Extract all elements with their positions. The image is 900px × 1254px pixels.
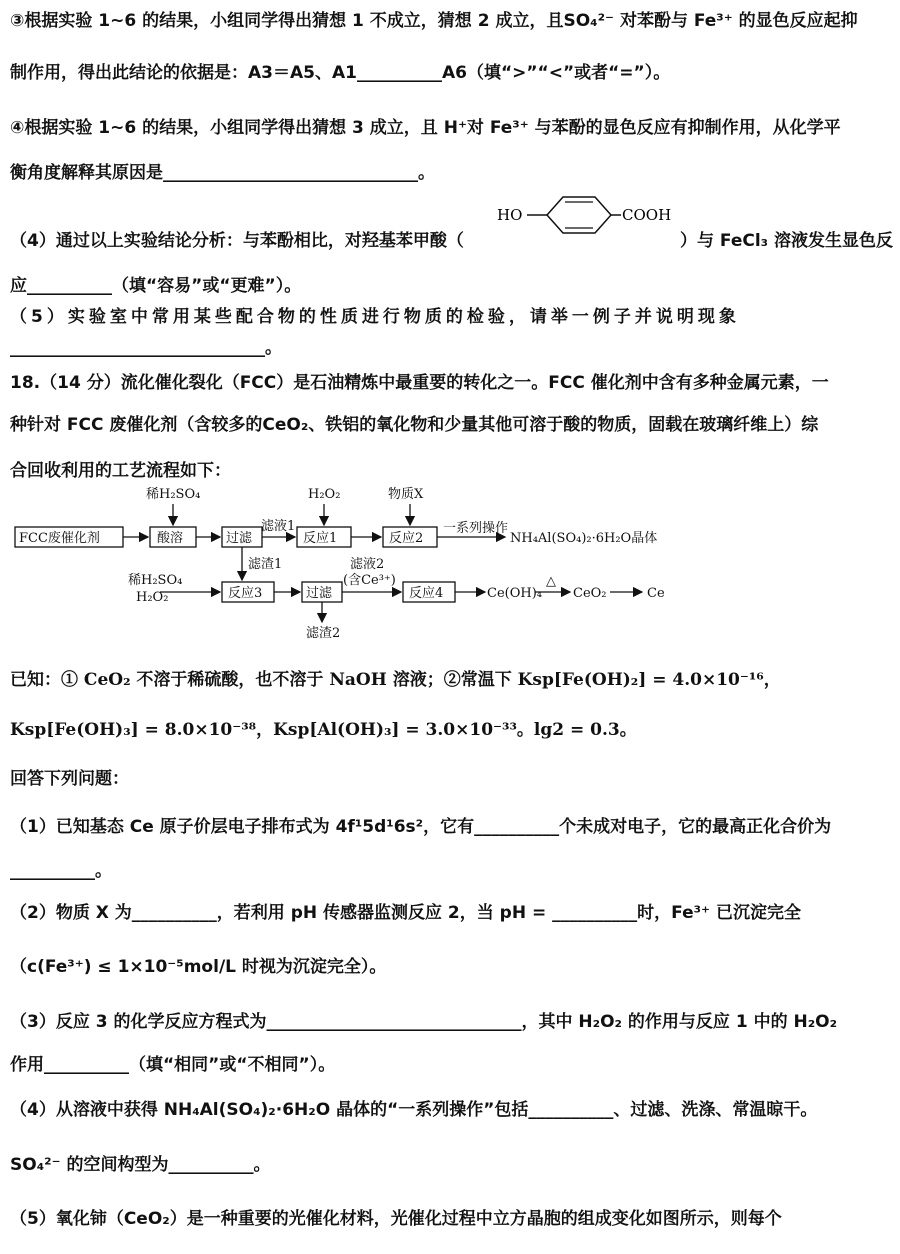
flow-label-filtrate2: 滤液2 [350,557,385,572]
structure-ho-label: HO [497,206,523,224]
text-line-15: （1）已知基态 Ce 原子价层电子排布式为 4f¹5d¹6s²，它有__________个未成对电子，它的最高正化合价为 [10,817,832,837]
text-line-18: （c(Fe³⁺) ≤ 1×10⁻⁵mol/L 时视为沉淀完全）。 [10,957,387,977]
text-line-20: 作用__________（填“相同”或“不相同”）。 [10,1055,336,1075]
text-line-16: __________。 [10,861,112,881]
flow-input-x: 物质X [388,487,424,502]
text-line-8: ______________________________。 [10,338,282,358]
flow-label-ce3: (含Ce³⁺) [343,573,396,588]
text-line-22: SO₄²⁻ 的空间构型为__________。 [10,1155,271,1175]
flow-label-residue2: 滤渣2 [306,626,341,641]
flow-filter2-box: 过滤 [306,586,333,601]
text-line-17: （2）物质 X 为__________，若利用 pH 传感器监测反应 2，当 pH = __________时，Fe³⁺ 已沉淀完全 [10,903,801,923]
flow-ceoh4: Ce(OH)₄ [487,586,542,601]
text-line-10: 种针对 FCC 废催化剂（含较多的CeO₂、铁铝的氧化物和少量其他可溶于酸的物质，固载在玻璃纤维上）综 [10,415,819,435]
text-line-5a: （4）通过以上实验结论分析：与苯酚相比，对羟基苯甲酸（ [10,231,464,251]
text-line-14: 回答下列问题： [10,769,129,789]
flow-start-box: FCC废催化剂 [19,531,100,546]
flow-ceo2: CeO₂ [573,586,607,601]
text-line-2: 制作用，得出此结论的依据是：A3＝A5、A1__________A6（填“>”“<”或者“=”）。 [10,63,671,83]
flow-product: NH₄Al(SO₄)₂·6H₂O晶体 [510,531,658,546]
flow-heat-symbol: △ [546,574,556,589]
text-line-4: 衡角度解释其原因是______________________________。 [10,163,435,183]
flow-reaction2-box: 反应2 [389,531,424,546]
hydroxybenzoic-acid-structure [495,192,675,258]
text-line-23: （5）氧化铈（CeO₂）是一种重要的光催化材料，光催化过程中立方晶胞的组成变化如图所示，则每个 [10,1209,782,1229]
text-line-11: 合回收利用的工艺流程如下： [10,461,231,481]
flow-label-filtrate1: 滤液1 [261,519,296,534]
text-line-19: （3）反应 3 的化学反应方程式为______________________________，其中 H₂O₂ 的作用与反应 1 中的 H₂O₂ [10,1012,838,1032]
flow-input-r3-h2o2: H₂O₂ [136,590,169,605]
text-line-6: 应__________（填“容易”或“更难”）。 [10,276,302,296]
text-line-7: （5）实验室中常用某些配合物的性质进行物质的检验，请举一例子并说明现象 [10,307,740,327]
text-line-12: 已知：① CeO₂ 不溶于稀硫酸，也不溶于 NaOH 溶液；②常温下 Ksp[Fe(OH)₂] = 4.0×10⁻¹⁶， [10,670,781,690]
flow-reaction3-box: 反应3 [228,586,263,601]
flow-ce: Ce [647,586,665,601]
flow-reaction1-box: 反应1 [303,531,338,546]
flow-filter1-box: 过滤 [226,531,253,546]
flow-label-residue1: 滤渣1 [248,557,283,572]
text-line-9: 18.（14 分）流化催化裂化（FCC）是石油精炼中最重要的转化之一。FCC 催化剂中含有多种金属元素，一 [10,373,829,393]
flow-input-acid: 稀H₂SO₄ [146,487,201,502]
process-flowchart [10,484,890,646]
flow-input-h2o2: H₂O₂ [308,487,341,502]
flow-acid-box: 酸溶 [157,531,184,546]
structure-cooh-label: COOH [622,206,672,224]
flow-reaction4-box: 反应4 [409,586,444,601]
flow-input-r3-acid: 稀H₂SO₄ [128,573,183,588]
text-line-1: ③根据实验 1~6 的结果，小组同学得出猜想 1 不成立，猜想 2 成立，且SO₄²⁻ 对苯酚与 Fe³⁺ 的显色反应起抑 [10,11,858,31]
flow-label-ops: 一系列操作 [443,521,509,536]
text-line-3: ④根据实验 1~6 的结果，小组同学得出猜想 3 成立，且 H⁺对 Fe³⁺ 与苯酚的显色反应有抑制作用，从化学平 [10,118,841,138]
text-line-21: （4）从溶液中获得 NH₄Al(SO₄)₂·6H₂O 晶体的“一系列操作”包括__________、过滤、洗涤、常温晾干。 [10,1100,818,1120]
text-line-13: Ksp[Fe(OH)₃] = 8.0×10⁻³⁸，Ksp[Al(OH)₃] = 3.0×10⁻³³。lg2 = 0.3。 [10,720,637,740]
text-line-5b: ）与 FeCl₃ 溶液发生显色反 [680,231,894,251]
